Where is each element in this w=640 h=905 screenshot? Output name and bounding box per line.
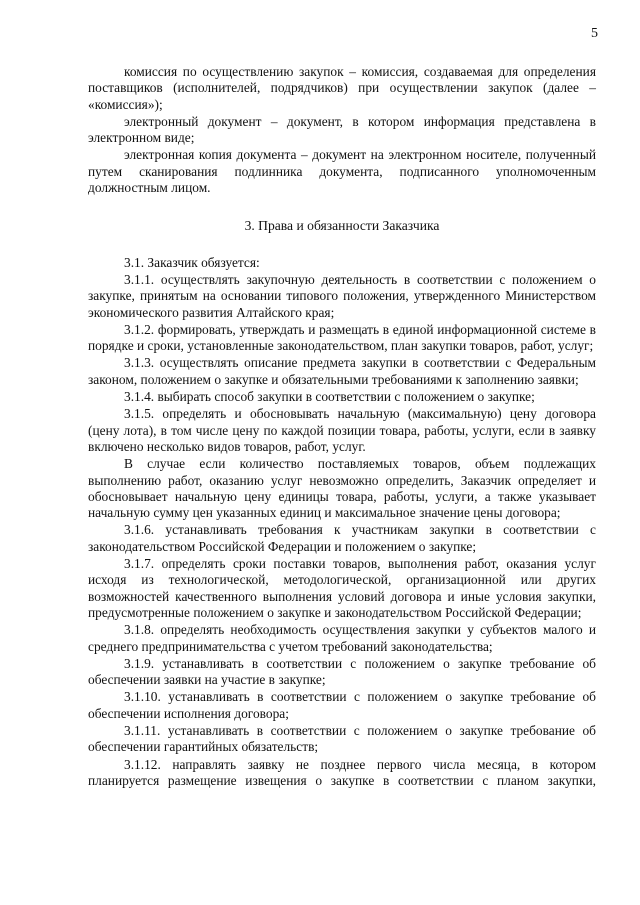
paragraph: 3.1.1. осуществлять закупочную деятельность в соответствии с положением о закупке, принятым на основании типового положения, утвержденного Министерством экономического развития Алтайского края; [88, 271, 596, 320]
paragraph: В случае если количество поставляемых товаров, объем подлежащих выполнению работ, оказанию услуг невозможно определить, Заказчик определяет и обосновывает начальную цену единицы товара, работы, услуги, а также указывает начальную сумму цен указанных единиц и максимальное значение цены договора; [88, 456, 596, 521]
paragraph: 3.1.7. определять сроки поставки товаров, выполнения работ, оказания услуг исходя из технологической, методологической, организационной или других возможностей качественного выполнения условий договора и иные условия закупки, предусмотренные положением о закупке и законодательством Российской Федерации; [88, 556, 596, 620]
paragraph: 3.1.6. устанавливать требования к участникам закупки в соответствии с законодательством Российской Федерации и положением о закупке; [88, 522, 596, 554]
paragraph: 3.1.11. устанавливать в соответствии с положением о закупке требование об обеспечении гарантийных обязательств; [88, 722, 596, 755]
document-body [88, 64, 596, 790]
paragraph: 3.1.10. устанавливать в соответствии с положением о закупке требование об обеспечении исполнения договора; [88, 689, 596, 721]
paragraph: 3.1.8. определять необходимость осуществления закупки у субъектов малого и среднего предпринимательства с учетом требований законодательства; [88, 622, 596, 654]
paragraph: 3.1. Заказчик обязуется: [124, 254, 260, 270]
definitions-section [88, 64, 596, 196]
paragraph: 3.1.9. устанавливать в соответствии с положением о закупке требование об обеспечении заявки на участие в закупке; [88, 655, 596, 688]
paragraph: комиссия по осуществлению закупок – комиссия, создаваемая для определения поставщиков (исполнителей, подрядчиков) при осуществлении закупок (далее – «комиссия»); [88, 64, 596, 112]
page-number: 5 [591, 26, 598, 41]
section-heading: 3. Права и обязанности Заказчика [244, 218, 440, 234]
paragraph: 3.1.2. формировать, утверждать и размещать в единой информационной системе в порядке и сроки, установленные законодательством, план закупки товаров, работ, услуг; [88, 321, 596, 354]
paragraph: 3.1.12. направлять заявку не позднее первого числа месяца, в котором планируется размещение извещения о закупке в соответствии с планом закупки, [88, 756, 596, 788]
paragraph: 3.1.5. определять и обосновывать начальную (максимальную) цену договора (цену лота), в том числе цену по каждой позиции товара, работы, услуги, если в заявку включено несколько видов товаров, работ, услуг. [88, 406, 596, 454]
paragraph: 3.1.4. выбирать способ закупки в соответствии с положением о закупке; [124, 389, 535, 405]
paragraph: 3.1.3. осуществлять описание предмета закупки в соответствии с Федеральным законом, положением о закупке и обязательными требованиями к заполнению заявки; [88, 355, 596, 387]
obligations-section [88, 255, 596, 790]
paragraph: электронная копия документа – документ на электронном носителе, полученный путем сканирования подлинника документа, подписанного уполномоченным должностным лицом. [88, 147, 596, 196]
paragraph: электронный документ – документ, в котором информация представлена в электронном виде; [88, 113, 596, 146]
